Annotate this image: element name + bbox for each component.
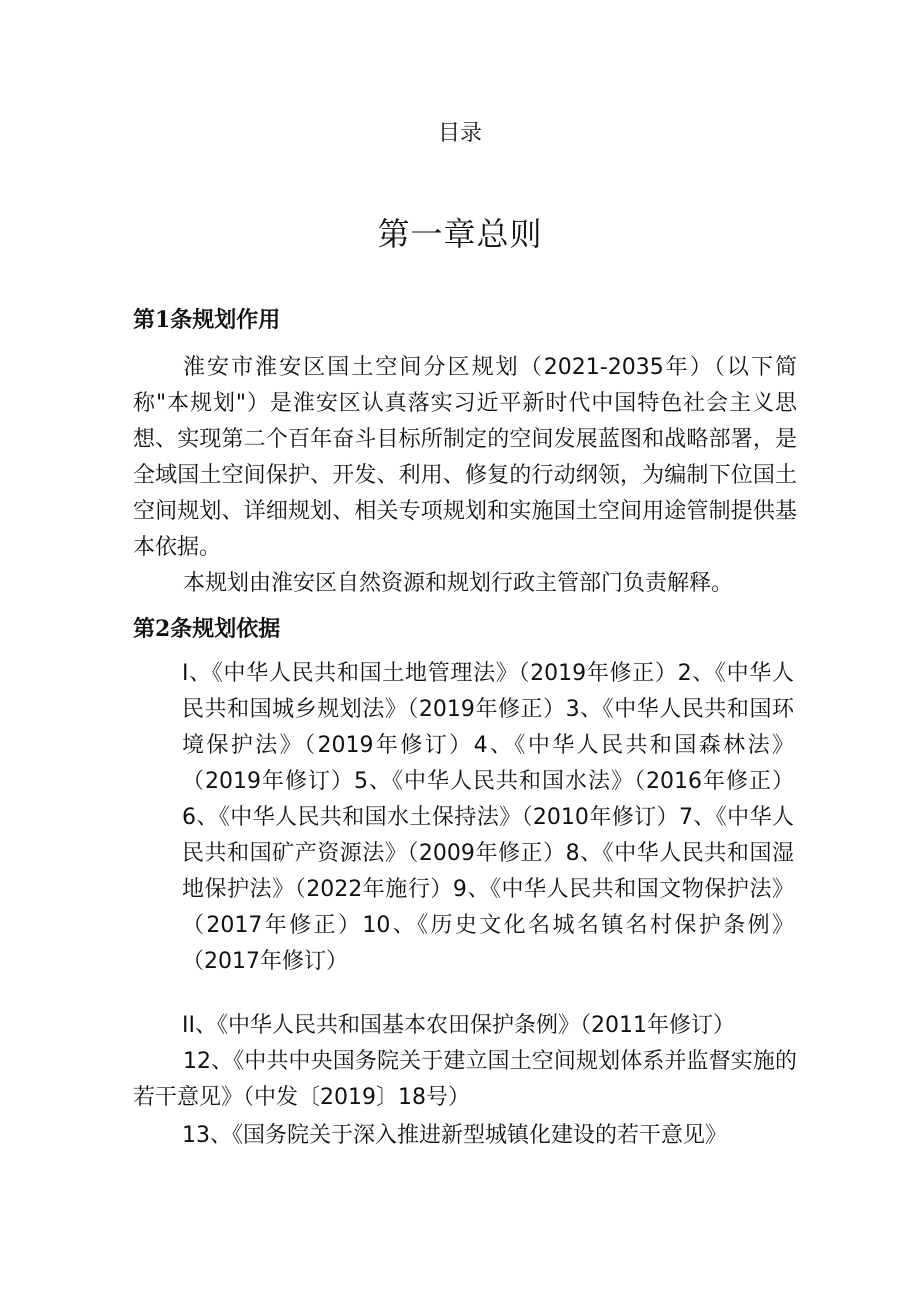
article-2-item-12: 12、《中共中央国务院关于建立国土空间规划体系并监督实施的若干意见》（中发〔2019〕18号）: [133, 1049, 797, 1110]
article-1-paragraph-2: 本规划由淮安区自然资源和规划行政主管部门负责解释。: [183, 571, 734, 596]
article-2-item-13: 13、《国务院关于深入推进新型城镇化建设的若干意见》: [182, 1123, 727, 1148]
article-2-items-1-10: I、《中华人民共和国土地管理法》（2019年修正）2、《中华人民共和国城乡规划法》（2019年修正）3、《中华人民共和国环境保护法》（2019年修订）4、《中华人民共和国森林法》（2019年修订）5、《中华人民共和国水法》（2016年修正）6、《中华人民共和国水土保持法》（2010年修订）7、《中华人民共和国矿产资源法》（2009年修正）8、《中华人民共和国湿地保护法》（2022年施行）9、《中华人民共和国文物保护法》（2017年修正）10、《历史文化名城名镇名村保护条例》（2017年修订）: [182, 661, 794, 974]
article-2-item-11: II、《中华人民共和国基本农田保护条例》（2011年修订）: [182, 1013, 735, 1038]
toc-title: 目录: [437, 121, 482, 146]
article-1-heading: 第1条规划作用: [133, 307, 281, 333]
chapter-title: 第一章总则: [377, 215, 543, 253]
article-2-heading: 第2条规划依据: [133, 616, 281, 642]
article-1-paragraph-1: 淮安市淮安区国土空间分区规划（2021-2035年）（以下简称"本规划"）是淮安区认真落实习近平新时代中国特色社会主义思想、实现第二个百年奋斗目标所制定的空间发展蓝图和战略部署，是全域国土空间保护、开发、利用、修复的行动纲领，为编制下位国土空间规划、详细规划、相关专项规划和实施国土空间用途管制提供基本依据。: [133, 355, 797, 560]
